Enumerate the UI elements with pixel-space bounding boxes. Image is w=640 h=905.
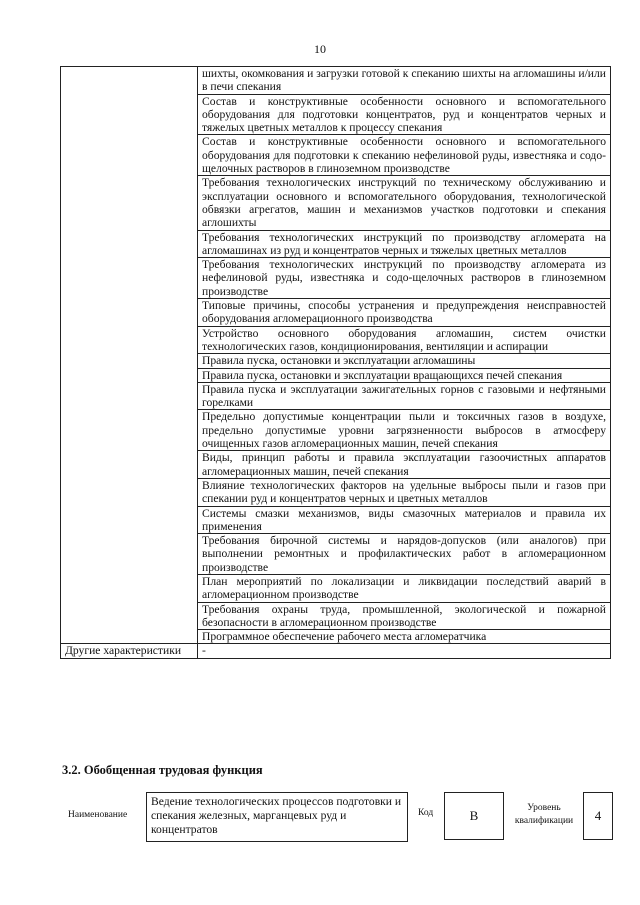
knowledge-item: Виды, принцип работы и правила эксплуатации газоочистных аппаратов агломерационных машин, печей спекания: [198, 451, 611, 479]
knowledge-item: Устройство основного оборудования агломашин, систем очистки технологических газов, кондиционирования, вентиляции и аспирации: [198, 326, 611, 354]
knowledge-item: Правила пуска, остановки и эксплуатации агломашины: [198, 354, 611, 368]
section-heading: 3.2. Обобщенная трудовая функция: [62, 763, 263, 777]
knowledge-item: Влияние технологических факторов на удельные выбросы пыли и газов при спекании руд и концентратов черных и цветных металлов: [198, 478, 611, 506]
knowledge-item: Типовые причины, способы устранения и предупреждения неисправностей оборудования агломерационного производства: [198, 299, 611, 327]
table-row: [61, 67, 611, 95]
knowledge-table-body: [61, 67, 611, 659]
qualification-level-value: 4: [583, 792, 613, 840]
knowledge-item: Состав и конструктивные особенности основного и вспомогательного оборудования для подготовки концентратов, руд и концентратов черных и тяжелых цветных металлов к процессу спекания: [198, 94, 611, 135]
knowledge-item: Состав и конструктивные особенности основного и вспомогательного оборудования для подготовки к спеканию нефелиновой руды, известняка и содо-щелочных растворов в глиноземном производстве: [198, 135, 611, 176]
other-characteristics-value: -: [198, 644, 611, 658]
knowledge-item: шихты, окомкования и загрузки готовой к спеканию шихты на агломашины и/или в печи спекания: [198, 67, 611, 95]
knowledge-item: Требования технологических инструкций по производству агломерата из нефелиновой руды, известняка и содо-щелочных растворов в глиноземном производстве: [198, 258, 611, 299]
generalized-function-row: [60, 788, 611, 848]
qualification-level-label: Уровень квалификации: [514, 803, 574, 826]
code-label: Код: [418, 808, 434, 818]
knowledge-item: Требования охраны труда, промышленной, экологической и пожарной безопасности в агломерационном производстве: [198, 602, 611, 630]
knowledge-item: Системы смазки механизмов, виды смазочных материалов и правила их применения: [198, 506, 611, 534]
code-value: B: [444, 792, 504, 840]
knowledge-item: Требования технологических инструкций по техническому обслуживанию и эксплуатации основного и вспомогательного оборудования, технологической обвязки агрегатов, машин и механизмов участков подготовки и спекания аглошихты: [198, 176, 611, 230]
knowledge-item: План мероприятий по локализации и ликвидации последствий аварий в агломерационном производстве: [198, 574, 611, 602]
knowledge-item: Предельно допустимые концентрации пыли и токсичных газов в воздухе, предельно допустимые уровни загрязненности выбросов в атмосферу очищенных газов агломерационных машин, печей спекания: [198, 410, 611, 451]
other-characteristics-row: [61, 644, 611, 658]
knowledge-item: Правила пуска и эксплуатации зажигательных горнов с газовыми и нефтяными горелками: [198, 382, 611, 410]
knowledge-item: Программное обеспечение рабочего места агломератчика: [198, 630, 611, 644]
knowledge-item: Требования бирочной системы и нарядов-допусков (или аналогов) при выполнении ремонтных и профилактических работ в агломерационном производстве: [198, 534, 611, 575]
function-name-value: Ведение технологических процессов подготовки и спекания железных, марганцевых руд и концентратов: [146, 792, 408, 842]
knowledge-category-cell: [61, 67, 198, 644]
other-characteristics-label: Другие характеристики: [61, 644, 198, 658]
knowledge-item: Правила пуска, остановки и эксплуатации вращающихся печей спекания: [198, 368, 611, 382]
page-number: 10: [314, 42, 326, 56]
knowledge-table: [60, 66, 611, 659]
knowledge-item: Требования технологических инструкций по производству агломерата на агломашинах из руд и концентратов черных и тяжелых цветных металлов: [198, 230, 611, 258]
name-label: Наименование: [68, 810, 128, 820]
